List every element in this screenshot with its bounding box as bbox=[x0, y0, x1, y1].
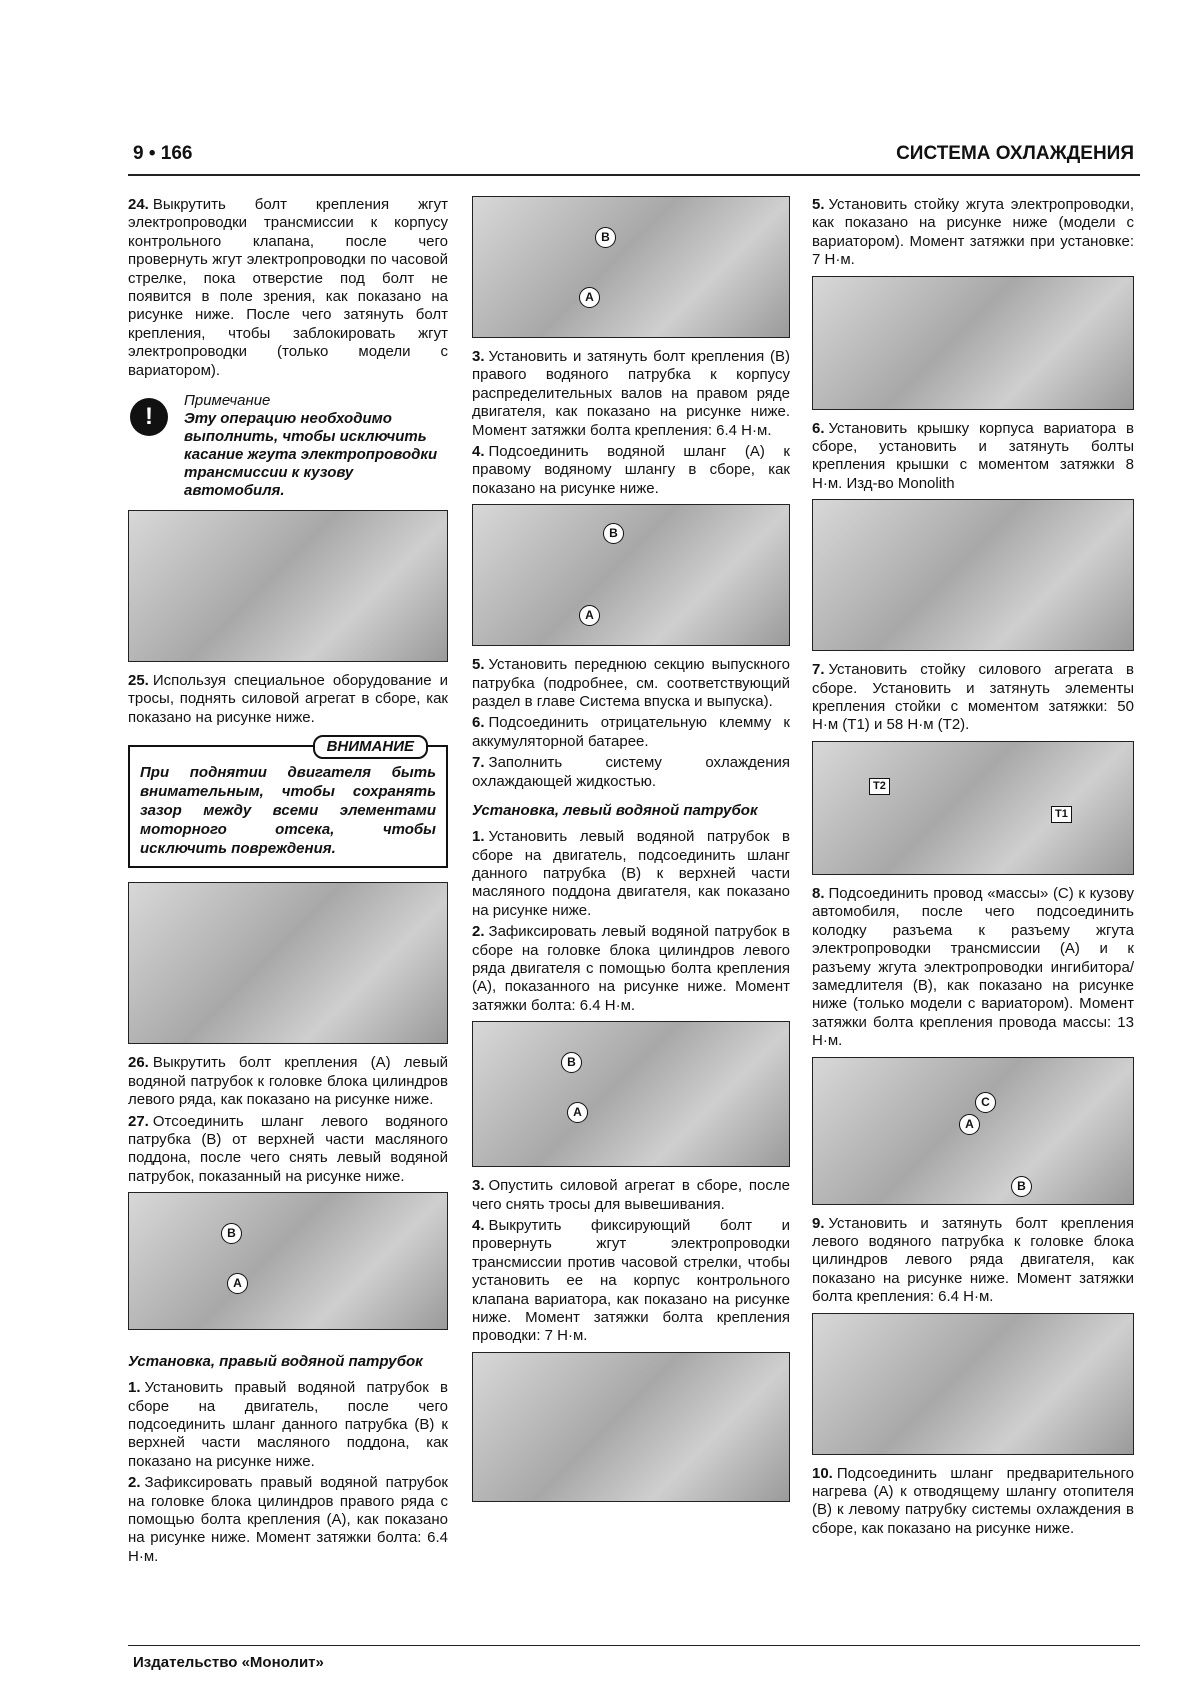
callout-b: B bbox=[1011, 1176, 1032, 1197]
figure-left-pipe-removal bbox=[128, 1192, 448, 1330]
step-25: 25. Используя специальное оборудование и тросы, поднять силовой агрегат в сборе, как показано на рисунке ниже. bbox=[128, 672, 448, 726]
exclamation-icon: ! bbox=[130, 398, 168, 436]
callout-b: B bbox=[561, 1052, 582, 1073]
figure-cvt-cover bbox=[812, 499, 1134, 651]
column-right bbox=[812, 196, 1134, 1541]
step-right-3: 3. Установить и затянуть болт крепления (B) правого водяного патрубка к корпусу распределительных валов на правом ряде двигателя, как показано на рисунке ниже. Момент затяжки болта крепления: 6.4 Н·м. bbox=[472, 348, 790, 439]
chapter-title: СИСТЕМА ОХЛАЖДЕНИЯ bbox=[896, 143, 1134, 164]
section-heading-right-pipe: Установка, правый водяной патрубок bbox=[128, 1353, 423, 1371]
callout-b: B bbox=[603, 523, 624, 544]
figure-engine-hoist bbox=[128, 882, 448, 1044]
step-left-8: 8. Подсоединить провод «массы» (C) к кузову автомобиля, после чего подсоединить колодку разъема к разъему жгута электропроводки трансмиссии (A) и к разъему жгута электропроводки ингибитора/замедлителя (B), как показано на рисунке ниже (только модели с вариатором). Момент затяжки болта крепления провода массы: 13 Н·м. bbox=[812, 884, 1134, 1050]
step-left-7: 7. Установить стойку силового агрегата в сборе. Установить и затянуть элементы крепления стойки с моментом затяжки: 50 Н·м (T1) и 58 Н·м (T2). bbox=[812, 661, 1134, 734]
step-left-4: 4. Выкрутить фиксирующий болт и провернуть жгут электропроводки трансмиссии против часовой стрелки, чтобы установить ее на корпус контрольного клапана вариатора, как показано на рисунке ниже. Момент затяжки болта крепления проводки: 7 Н·м. bbox=[472, 1216, 790, 1345]
figure-ground-wire bbox=[812, 1057, 1134, 1205]
step-left-2: 2. Зафиксировать левый водяной патрубок в сборе на головке блока цилиндров левого ряда двигателя с помощью болта крепления (A), показанного на рисунке ниже. Момент затяжки болта: 6.4 Н·м. bbox=[472, 923, 790, 1014]
footer-rule bbox=[128, 1645, 1140, 1646]
step-left-9: 9. Установить и затянуть болт крепления левого водяного патрубка к головке блока цилиндров левого ряда двигателя, как показано на рисунке ниже. Момент затяжки болта крепления: 6.4 Н·м. bbox=[812, 1214, 1134, 1306]
callout-b: B bbox=[595, 227, 616, 248]
callout-c: C bbox=[975, 1092, 996, 1113]
figure-water-hose bbox=[472, 504, 790, 646]
step-left-1: 1. Установить левый водяной патрубок в сборе на двигатель, подсоединить шланг данного патрубка (B) к верхней части масляного поддона двигателя, как показано на рисунке ниже. bbox=[472, 828, 790, 919]
figure-harness-bolt bbox=[128, 510, 448, 662]
figure-left-pipe-bolt bbox=[812, 1313, 1134, 1455]
figure-harness-bracket bbox=[812, 276, 1134, 410]
note-text: Эту операцию необходимо выполнить, чтобы исключить касание жгута электропроводки трансмиссии к кузову автомобиля. bbox=[184, 410, 438, 500]
step-right-6: 6. Подсоединить отрицательную клемму к аккумуляторной батарее. bbox=[472, 714, 790, 750]
figure-right-pipe-bolt bbox=[472, 196, 790, 338]
step-right-5: 5. Установить переднюю секцию выпускного патрубка (подробнее, см. соответствующий раздел в главе Система впуска и выпуска). bbox=[472, 656, 790, 711]
step-left-3: 3. Опустить силовой агрегат в сборе, после чего снять тросы для вывешивания. bbox=[472, 1177, 790, 1213]
callout-a: A bbox=[579, 287, 600, 308]
note-box bbox=[128, 392, 448, 500]
section-heading-left-pipe: Установка, левый водяной патрубок bbox=[472, 802, 758, 820]
warning-text: При поднятии двигателя быть внимательным, чтобы сохранять зазор между всеми элементами моторного отсека, чтобы исключить повреждения. bbox=[140, 764, 436, 858]
step-26: 26. Выкрутить болт крепления (A) левый водяной патрубок к головке блока цилиндров левого ряда, как показано на рисунке ниже. bbox=[128, 1054, 448, 1109]
callout-a: A bbox=[227, 1273, 248, 1294]
figure-left-pipe-install bbox=[472, 1021, 790, 1167]
figure-mount-bracket bbox=[812, 741, 1134, 875]
step-right-1: 1. Установить правый водяной патрубок в сборе на двигатель, после чего подсоединить шланг данного патрубка (B) к верхней части масляного поддона, как показано на рисунке ниже. bbox=[128, 1379, 448, 1470]
figure-harness-rotate bbox=[472, 1352, 790, 1502]
column-middle bbox=[472, 196, 790, 1512]
step-left-10: 10. Подсоединить шланг предварительного нагрева (A) к отводящему шлангу отопителя (B) к левому патрубку системы охлаждения в сборе, как показано на рисунке ниже. bbox=[812, 1464, 1134, 1537]
step-27: 27. Отсоединить шланг левого водяного патрубка (B) от верхней части масляного поддона, после чего снять левый водяной патрубок, показанный на рисунке ниже. bbox=[128, 1112, 448, 1185]
note-title: Примечание bbox=[184, 392, 271, 410]
callout-b: B bbox=[221, 1223, 242, 1244]
warning-title: ВНИМАНИЕ bbox=[313, 735, 428, 759]
column-left bbox=[128, 196, 448, 1569]
callout-a: A bbox=[959, 1114, 980, 1135]
step-left-5: 5. Установить стойку жгута электропроводки, как показано на рисунке ниже (модели с вариатором). Момент затяжки при установке: 7 Н·м. bbox=[812, 196, 1134, 269]
callout-t2: T2 bbox=[869, 778, 890, 795]
callout-a: A bbox=[579, 605, 600, 626]
publisher-footer: Издательство «Монолит» bbox=[133, 1654, 324, 1671]
step-left-6: 6. Установить крышку корпуса вариатора в сборе, установить и затянуть болты крепления крышки с моментом затяжки 8 Н·м. Изд-во Monolith bbox=[812, 419, 1134, 492]
callout-t1: T1 bbox=[1051, 806, 1072, 823]
step-right-4: 4. Подсоединить водяной шланг (A) к правому водяному шлангу в сборе, как показано на рисунке ниже. bbox=[472, 443, 790, 497]
step-right-7: 7. Заполнить систему охлаждения охлаждающей жидкостью. bbox=[472, 754, 790, 790]
header-rule bbox=[128, 174, 1140, 176]
page-number: 9 • 166 bbox=[133, 143, 193, 164]
step-right-2: 2. Зафиксировать правый водяной патрубок на головке блока цилиндров правого ряда с помощью болта крепления (A), как показано на рисунке ниже. Момент затяжки болта: 6.4 Н·м. bbox=[128, 1474, 448, 1565]
step-24: 24. Выкрутить болт крепления жгут электропроводки трансмиссии к корпусу контрольного клапана, после чего провернуть жгут электропроводки по часовой стрелке, пока отверстие под болт не появится в поле зрения, как показано на рисунке ниже. После чего затянуть болт крепления, чтобы заблокировать жгут электропроводки (только модели с вариатором). bbox=[128, 196, 448, 379]
callout-a: A bbox=[567, 1102, 588, 1123]
warning-box bbox=[128, 738, 448, 868]
